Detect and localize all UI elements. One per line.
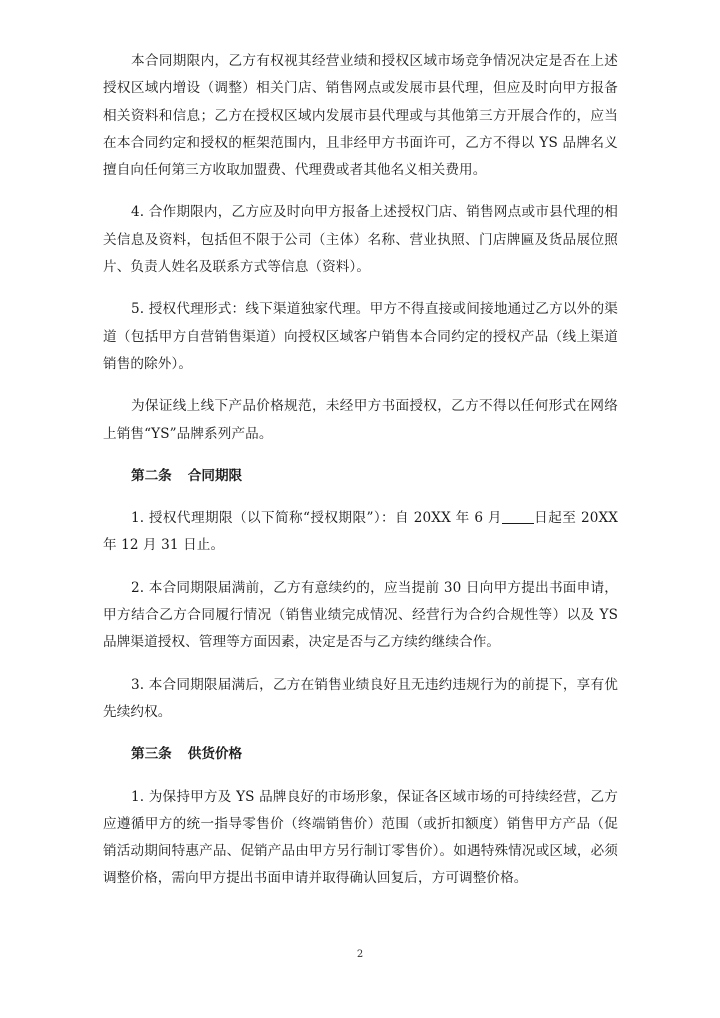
paragraph-clause-4: 4. 合作期限内，乙方应及时向甲方报备上述授权门店、销售网点或市县代理的相关信息及资料，包括但不限于公司（主体）名称、营业执照、门店牌匾及货品展位照片、负责人姓名及联系方式等信息（资料）。 — [103, 204, 618, 276]
section-title: 供货价格 — [187, 746, 243, 763]
section-number: 第二条 — [131, 467, 172, 484]
section-heading-supply-price — [103, 741, 618, 768]
paragraph-term-clause-2: 2. 本合同期限届满前，乙方有意续约的，应当提前 30 日向甲方提出书面申请，甲方结合乙方合同履行情况（销售业绩完成情况、经营行为合约合规性等）以及 YS 品牌渠道授权、管理等方面因素，决定是否与乙方续约继续合作。 — [103, 579, 618, 651]
date-blank-line — [502, 509, 534, 524]
paragraph-term-clause-3: 3. 本合同期限届满后，乙方在销售业绩良好且无违约违规行为的前提下，享有优先续约权。 — [103, 676, 618, 720]
page-number: 2 — [356, 949, 364, 960]
section-number: 第三条 — [131, 746, 172, 763]
term-text-end: 日起至 20XX 年 12 月 31 日止。 — [103, 510, 619, 554]
paragraph-clause-5: 5. 授权代理形式：线下渠道独家代理。甲方不得直接或间接地通过乙方以外的渠道（包括甲方自营销售渠道）向授权区域客户销售本合同约定的授权产品（线上渠道销售的除外）。 — [103, 301, 618, 372]
term-text-start: 1. 授权代理期限（以下简称“授权期限”）：自 20XX 年 6 月 — [131, 510, 502, 527]
document-page — [103, 48, 618, 908]
section-title: 合同期限 — [187, 467, 243, 484]
section-heading-contract-term — [103, 463, 618, 490]
paragraph-online-pricing: 为保证线上线下产品价格规范，未经甲方书面授权，乙方不得以任何形式在网络上销售“YS”品牌系列产品。 — [103, 398, 618, 442]
paragraph-authorization-scope: 本合同期限内，乙方有权视其经营业绩和授权区域市场竞争情况决定是否在上述授权区域内增设（调整）相关门店、销售网点或发展市县代理，但应及时向甲方报备相关资料和信息；乙方在授权区域内发展市县代理或与其他第三方开展合作的，应当在本合同约定和授权的框架范围内，且非经甲方书面许可，乙方不得以 YS 品牌名义擅自向任何第三方收取加盟费、代理费或者其他名义相关费用。 — [103, 53, 618, 179]
paragraph-term-clause-1 — [103, 505, 618, 560]
paragraph-price-clause-1: 1. 为保持甲方及 YS 品牌良好的市场形象，保证各区域市场的可持续经营，乙方应遵循甲方的统一指导零售价（终端销售价）范围（或折扣额度）销售甲方产品（促销活动期间特惠产品、促销产品由甲方另行制订零售价）。如遇特殊情况或区域，必须调整价格，需向甲方提出书面申请并取得确认回复后，方可调整价格。 — [103, 788, 618, 887]
